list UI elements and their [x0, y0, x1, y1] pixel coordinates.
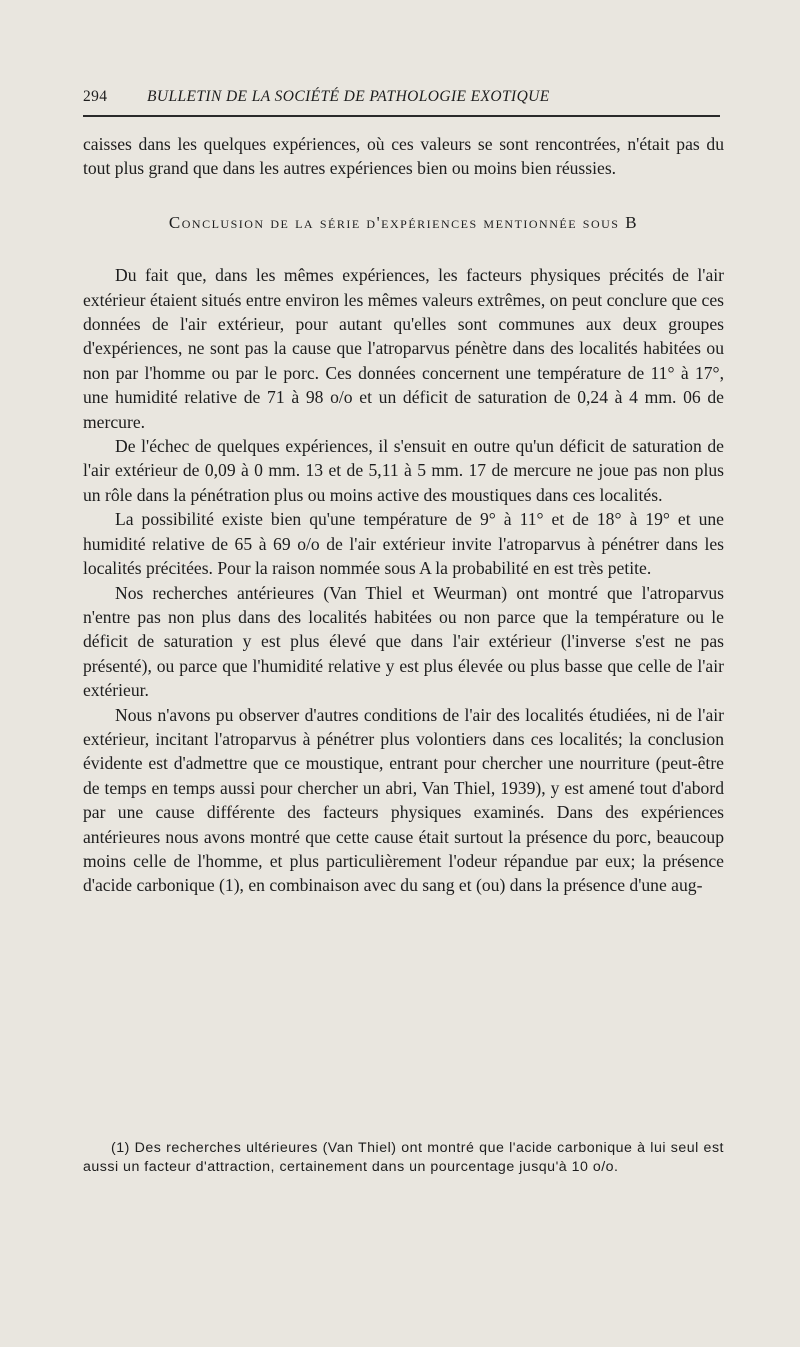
section-heading: Conclusion de la série d'expériences mentionnée sous B: [168, 212, 639, 232]
footnote: (1) Des recherches ultérieures (Van Thiel) ont montré que l'acide carbonique à lui seul est aussi un facteur d'attraction, certainement dans un pourcentage jusqu'à 10 o/o.: [83, 1140, 724, 1175]
header-rule: [83, 115, 720, 117]
footnotes: [83, 1139, 724, 1177]
paragraph: Du fait que, dans les mêmes expériences, les facteurs physiques précités de l'air extérieur étaient situés entre environ les mêmes valeurs extrêmes, on peut conclure que ces données de l'air extérieur, pour autant qu'elles sont communes aux deux groupes d'expériences, ne sont pas la cause que l'atroparvus pénètre dans des localités habitées ou non par l'homme ou par le porc. Ces données concernent une température de 11° à 17°, une humidité relative de 71 à 98 o/o et un déficit de saturation de 0,24 à 4 mm. 06 de mercure.: [83, 265, 724, 432]
paragraph: De l'échec de quelques expériences, il s'ensuit en outre qu'un déficit de saturation de l'air extérieur de 0,09 à 0 mm. 13 et de 5,11 à 5 mm. 17 de mercure ne joue pas non plus un rôle dans la pénétration plus ou moins active des moustiques dans ces localités.: [83, 436, 724, 505]
journal-title: BULLETIN DE LA SOCIÉTÉ DE PATHOLOGIE EXOTIQUE: [147, 88, 550, 105]
page-number: 294: [83, 88, 108, 105]
paragraph: Nous n'avons pu observer d'autres conditions de l'air des localités étudiées, ni de l'air extérieur, incitant l'atroparvus à pénétrer plus volontiers dans ces localités; la conclusion évidente est d'admettre que ce moustique, entrant pour chercher une nourriture (peut-être de temps en temps aussi pour chercher un abri, Van Thiel, 1939), y est amené tout d'abord par une cause différente des facteurs physiques examinés. Dans des expériences antérieures nous avons montré que cette cause était surtout la présence du porc, beaucoup moins celle de l'homme, et plus particulièrement l'odeur répandue par eux; la présence d'acide carbonique (1), en combinaison avec du sang et (ou) dans la présence d'une aug-: [83, 704, 724, 896]
paragraph: caisses dans les quelques expériences, où ces valeurs se sont rencontrées, n'était pas du tout plus grand que dans les autres expériences bien ou moins bien réussies.: [83, 134, 724, 179]
paragraph: La possibilité existe bien qu'une température de 9° à 11° et de 18° à 19° et une humidité relative de 65 à 69 o/o de l'air extérieur invite l'atroparvus à pénétrer dans les localités précitées. Pour la raison nommée sous A la probabilité en est très petite.: [83, 509, 724, 579]
paragraph: Nos recherches antérieures (Van Thiel et Weurman) ont montré que l'atroparvus n'entre pas non plus dans des localités habitées ou non parce que la température ou le déficit de saturation y est plus élevé que dans l'air extérieur (l'inverse s'est ne pas présenté), ou parce que l'humidité relative y est plus élevée ou plus basse que celle de l'air extérieur.: [83, 582, 724, 701]
article-body: [83, 132, 724, 898]
